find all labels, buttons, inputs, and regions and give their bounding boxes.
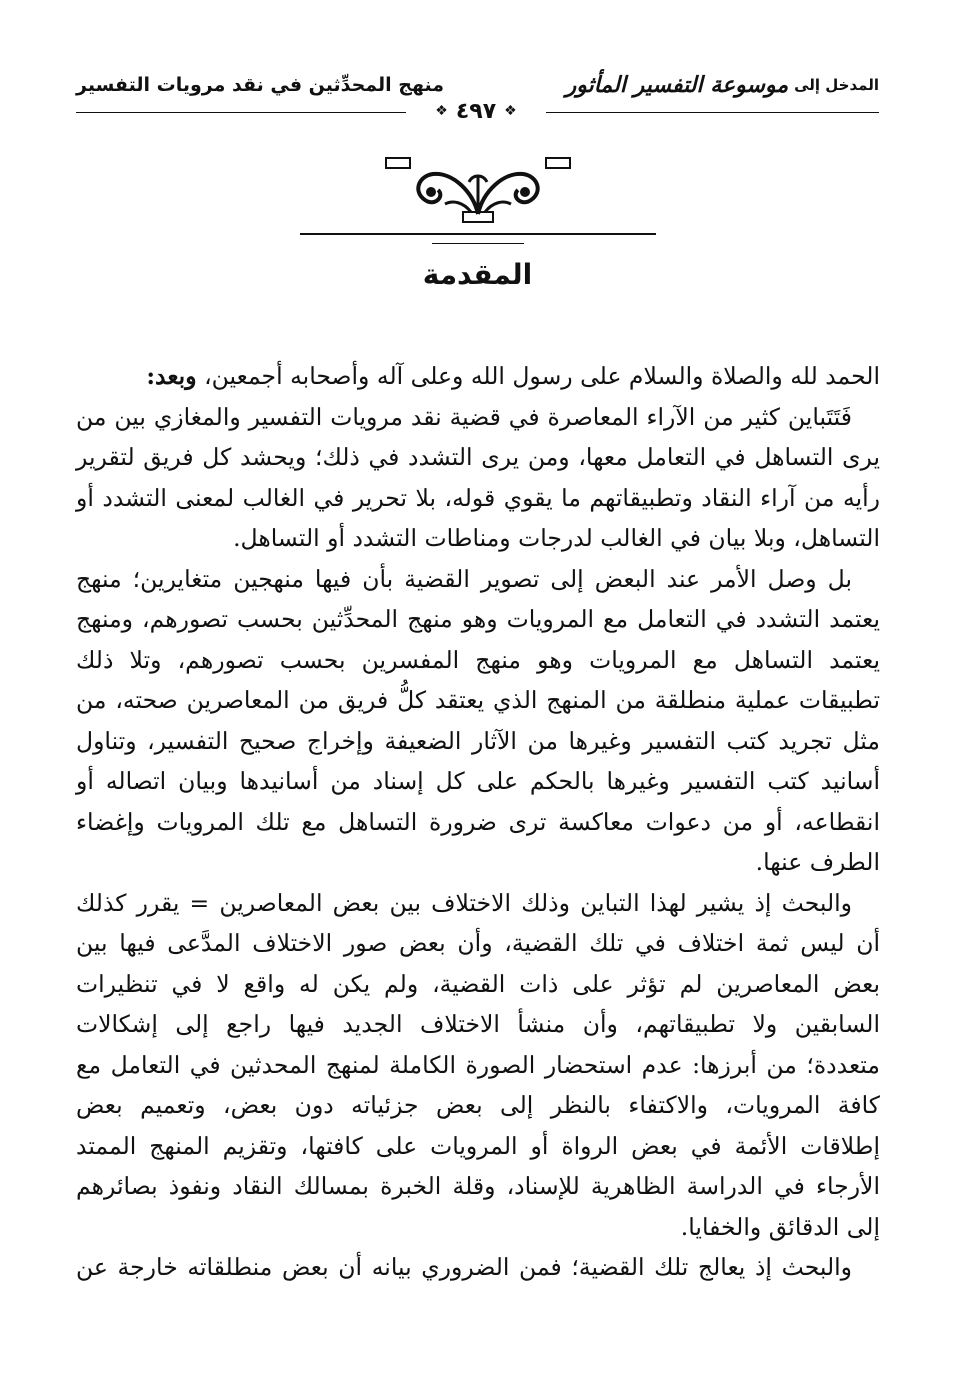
text-line: إلى الدقائق والخفايا. bbox=[680, 1212, 880, 1241]
paragraph bbox=[76, 883, 880, 1248]
chapter-title: منهج المحدِّثين في نقد مرويات التفسير bbox=[76, 74, 445, 96]
text-line: التساهل، وبلا بيان في الغالب لدرجات ومناطات التشدد أو التساهل. bbox=[233, 524, 880, 552]
ornament-right-icon: ❖ bbox=[504, 103, 517, 119]
text-line: إطلاقات الأئمة في بعض الرواة أو المرويات على كافتها، وتقزيم المنهج الممتد bbox=[76, 1131, 880, 1160]
text-line: بعض المعاصرين لم تؤثر على ذات القضية، ولم يكن له واقع لا في تنظيرات bbox=[76, 969, 880, 998]
text-line: كافة المرويات، والاكتفاء بالنظر إلى بعض جزئياته دون بعض، وتعميم بعض bbox=[76, 1091, 880, 1119]
text-line bbox=[76, 356, 880, 397]
text-line: تطبيقات عملية منطلقة من المنهج الذي يعتقد كلُّ فريق من المعاصرين صحته، من bbox=[76, 686, 880, 714]
text-line-content: الحمد لله والصلاة والسلام على رسول الله وعلى آله وأصحابه أجمعين، bbox=[204, 362, 880, 390]
text-line: والبحث إذ يعالج تلك القضية؛ فمن الضروري بيانه أن بعض منطلقاته خارجة عن bbox=[76, 1253, 852, 1281]
text-line: متعددة؛ من أبرزها: عدم استحضار الصورة الكاملة لمنهج المحدثين في التعامل مع bbox=[76, 1050, 880, 1079]
text-line: يعتمد التشدد في التعامل مع المرويات وهو منهج المحدِّثين بحسب تصورهم، ومنهج bbox=[76, 605, 880, 633]
bold-tail: وبعد: bbox=[146, 362, 197, 390]
text-line: أن ليس ثمة اختلاف في تلك القضية، وأن بعض صور الاختلاف المدَّعى فيها بين bbox=[76, 929, 880, 957]
text-line: مثل تجريد كتب التفسير وغيرها من الآثار الضعيفة وإخراج صحيح التفسير، وتناول bbox=[76, 726, 880, 755]
ornament-left-icon: ❖ bbox=[435, 103, 448, 119]
series-prefix: المدخل إلى bbox=[794, 76, 879, 94]
paragraph bbox=[76, 559, 880, 883]
text-line: فَتَتَباين كثير من الآراء المعاصرة في قضية نقد مرويات التفسير والمغازي بين من bbox=[76, 402, 852, 431]
section-title: المقدمة bbox=[422, 258, 533, 291]
text-line: رأيه من آراء النقاد وتطبيقاتهم ما يقوي قوله، بلا تحرير في الغالب لمعنى التشدد أو bbox=[76, 483, 880, 512]
body-text bbox=[76, 356, 880, 1288]
text-line: والبحث إذ يشير لهذا التباين وذلك الاختلاف بين بعض المعاصرين = يقرر كذلك bbox=[76, 888, 852, 917]
series-title-block bbox=[566, 72, 879, 98]
ornament-rule bbox=[300, 233, 656, 235]
text-line: يرى التساهل في التعامل معها، ومن يرى التشدد في ذلك؛ ويحشد كل فريق لتقرير bbox=[76, 443, 880, 471]
text-line: أسانيد كتب التفسير وغيرها بالحكم على كل إسناد من أسانيدها وبيان اتصاله أو bbox=[76, 767, 880, 795]
text-line: الطرف عنها. bbox=[755, 848, 880, 876]
page-number-block bbox=[406, 96, 546, 126]
page-number: ٤٩٧ bbox=[455, 98, 497, 124]
paragraph bbox=[76, 356, 880, 397]
text-line: الأرجاء في الدراسة الظاهرية للإسناد، وقلة الخبرة بمسالك النقاد ونفوذ بصائرهم bbox=[76, 1172, 880, 1200]
ornament-rule-short bbox=[432, 243, 524, 244]
paragraph bbox=[76, 1247, 880, 1288]
paragraph bbox=[76, 397, 880, 559]
text-line: انقطاعه، أو من دعوات معاكسة ترى ضرورة التساهل مع تلك المرويات وإغضاء bbox=[76, 807, 880, 836]
text-line: بل وصل الأمر عند البعض إلى تصوير القضية بأن فيها منهجين متغايرين؛ منهج bbox=[76, 564, 852, 593]
text-line: يعتمد التساهل مع المرويات وهو منهج المفسرين بحسب تصورهم، وتلا ذلك bbox=[76, 645, 880, 674]
series-title: موسوعة التفسير المأثور bbox=[565, 72, 789, 98]
section-ornament-icon bbox=[383, 152, 573, 234]
text-line: السابقين ولا تطبيقاتهم، وأن منشأ الاختلاف الجديد فيها راجع إلى إشكالات bbox=[76, 1010, 880, 1038]
